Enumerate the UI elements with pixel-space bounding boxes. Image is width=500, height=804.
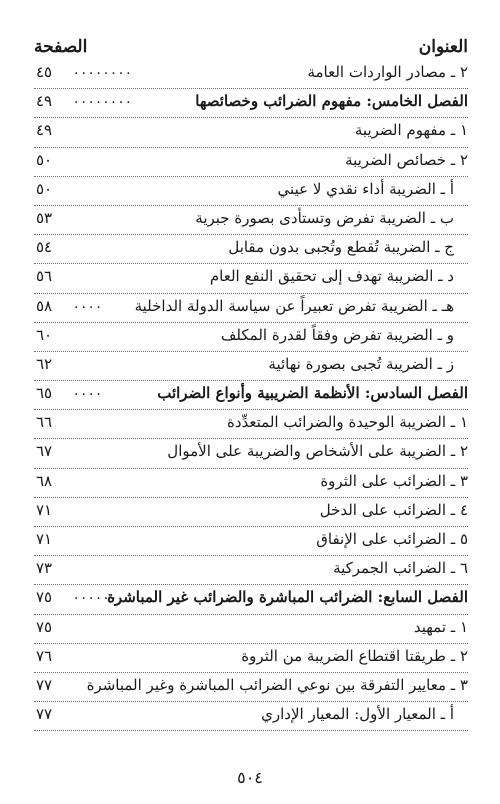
toc-entry-page: ٥٨	[36, 296, 53, 315]
dotted-separator	[34, 730, 468, 731]
toc-leader-dots: ....	[74, 295, 104, 312]
toc-leader-dots: ........	[74, 62, 134, 78]
toc-entry-title: الفصل السادس: الأنظمة الضريبية وأنواع الضرائب	[157, 384, 468, 403]
toc-entry-title: ج ـ الضريبة تُقطع وتُجبى بدون مقابل	[228, 238, 454, 257]
toc-entry-page: ٦٨	[36, 471, 53, 490]
toc-entry-title: أ ـ الضريبة أداء نقدي لا عيني	[277, 179, 454, 198]
toc-entry-title: ٤ ـ الضرائب على الدخل	[319, 500, 468, 519]
toc-entry-page: ٥٣	[36, 208, 53, 227]
toc-header	[34, 34, 468, 60]
toc-entry-row	[34, 498, 468, 527]
page-number: ٥٠٤	[237, 768, 263, 787]
toc-entry-row	[34, 118, 468, 147]
toc-entry-title: الفصل الخامس: مفهوم الضرائب وخصائصها	[195, 92, 468, 111]
toc-entry-row	[34, 206, 468, 235]
toc-entry-row	[34, 556, 468, 585]
toc-chapter-row	[34, 89, 468, 118]
table-of-contents	[34, 60, 468, 731]
toc-entry-title: ١ ـ الضريبة الوحيدة والضرائب المتعدِّدة	[226, 413, 468, 432]
toc-entry-title: ٢ ـ الضريبة على الأشخاص والضريبة على الأموال	[167, 442, 468, 461]
toc-entry-title: د ـ الضريبة تهدف إلى تحقيق النفع العام	[209, 267, 454, 286]
toc-entry-page: ٦٧	[36, 442, 53, 461]
toc-entry-row	[34, 469, 468, 498]
toc-entry-title: ١ ـ مفهوم الضريبة	[354, 121, 468, 140]
toc-entry-page: ٦٥	[36, 384, 53, 403]
title-column-heading: العنوان	[418, 37, 468, 57]
toc-entry-title: ٢ ـ مصادر الواردات العامة	[307, 63, 468, 81]
toc-entry-page: ٥٤	[36, 238, 53, 257]
toc-entry-row	[34, 264, 468, 293]
toc-entry-row	[34, 615, 468, 644]
toc-chapter-row	[34, 585, 468, 614]
toc-chapter-row	[34, 381, 468, 410]
toc-entry-title: ٦ ـ الضرائب الجمركية	[333, 559, 468, 578]
toc-entry-row	[34, 177, 468, 206]
toc-entry-page: ٧٦	[36, 646, 53, 665]
toc-entry-row	[34, 439, 468, 468]
toc-entry-row	[34, 673, 468, 702]
toc-entry-page: ٧٧	[36, 705, 53, 724]
toc-entry-title: ٢ ـ طريقتا اقتطاع الضريبة من الثروة	[241, 646, 468, 665]
toc-entry-title: ز ـ الضريبة تُجبى بصورة نهائية	[268, 354, 454, 373]
toc-entry-page: ٧٣	[36, 559, 53, 578]
toc-entry-title: ١ ـ تمهيد	[413, 617, 468, 636]
toc-entry-title: ب ـ الضريبة تفرض وتستأدى بصورة جبرية	[195, 208, 454, 227]
toc-leader-dots: ........	[74, 91, 134, 108]
page-column-heading: الصفحة	[34, 37, 88, 57]
toc-entry-page: ٤٩	[36, 121, 53, 140]
toc-entry-page: ٦٠	[36, 325, 53, 344]
toc-entry-title: ٣ ـ معايير التفرقة بين نوعي الضرائب المباشرة وغير المباشرة	[86, 675, 468, 694]
toc-entry-row	[34, 148, 468, 177]
toc-entry-page: ٧٥	[36, 588, 53, 607]
toc-entry-page: ٥٦	[36, 267, 53, 286]
toc-entry-row	[34, 410, 468, 439]
toc-entry-row	[34, 702, 468, 731]
toc-entry-row	[34, 235, 468, 264]
toc-entry-title: ٢ ـ خصائص الضريبة	[345, 150, 468, 169]
toc-entry-page: ٥٠	[36, 179, 53, 198]
toc-entry-title: ٥ ـ الضرائب على الإنفاق	[316, 530, 468, 548]
toc-entry-title: هـ ـ الضريبة تفرض تعبيراً عن سياسة الدولة الداخلية	[134, 296, 454, 315]
toc-entry-row	[34, 527, 468, 556]
toc-entry-page: ٥٠	[36, 150, 53, 169]
toc-leader-dots: ....	[74, 383, 104, 400]
toc-leader-dots: ......	[74, 587, 119, 604]
toc-entry-title: و ـ الضريبة تفرض وفقاً لقدرة المكلف	[220, 325, 454, 344]
toc-entry-row	[34, 323, 468, 352]
toc-entry-page: ٤٥	[36, 63, 53, 81]
toc-entry-page: ٧٥	[36, 617, 53, 636]
toc-entry-page: ٧١	[36, 500, 53, 519]
toc-entry-title: الفصل السابع: الضرائب المباشرة والضرائب غير المباشرة	[107, 588, 468, 607]
toc-entry-title: أ ـ المعيار الأول: المعيار الإداري	[261, 705, 454, 724]
toc-entry-page: ٧٧	[36, 675, 53, 694]
toc-entry-page: ٤٩	[36, 92, 53, 111]
toc-entry-row	[34, 644, 468, 673]
toc-entry-title: ٣ ـ الضرائب على الثروة	[320, 471, 468, 490]
toc-entry-row	[34, 60, 468, 89]
toc-entry-row	[34, 352, 468, 381]
toc-entry-page: ٦٦	[36, 413, 53, 432]
toc-entry-page: ٦٢	[36, 354, 53, 373]
toc-entry-page: ٧١	[36, 530, 53, 548]
toc-entry-row	[34, 294, 468, 323]
